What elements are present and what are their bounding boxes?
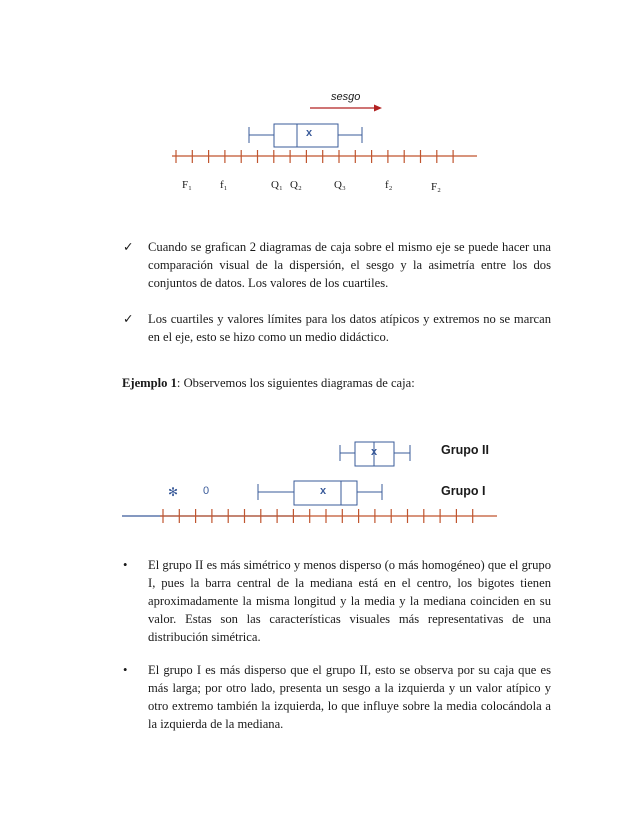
extreme-value-marker: ✻ (168, 485, 179, 499)
example-label: Ejemplo 1 (122, 376, 177, 390)
group-2-label: Grupo II (441, 443, 489, 457)
bullet-text: El grupo I es más disperso que el grupo II, esto se observa por su caja que es más larga; por otro lado, presenta un sesgo a la izquierda y un valor atípico y otro extremo también la izquierda, lo que influye sobre la media colocándola a la izquierda de la mediana. (148, 663, 551, 731)
example-heading (122, 376, 415, 391)
g2-mean-marker: x (371, 446, 378, 458)
axis-label-f1: f₁ (220, 179, 228, 191)
bullet-icon: • (123, 558, 128, 572)
g1-mean-marker: x (320, 485, 327, 497)
axis-label-f2: f₂ (385, 179, 393, 191)
example-text: : Observemos los siguientes diagramas de caja: (176, 376, 415, 390)
mean-marker: x (306, 127, 313, 139)
check-icon: ✓ (123, 240, 134, 254)
bullet-item (123, 661, 551, 733)
outlier-marker: 0 (203, 485, 210, 497)
bullet-item (123, 556, 551, 646)
axis-label-Q2: Q₂ (290, 179, 302, 191)
bullet-item (123, 310, 551, 346)
group-1-label: Grupo I (441, 484, 486, 498)
figure-1-boxplot (0, 0, 638, 210)
sesgo-arrow-head (374, 105, 382, 112)
axis-label-Q3: Q₃ (334, 179, 346, 191)
figure-2-svg (0, 420, 638, 535)
bullet-icon: • (123, 663, 128, 677)
bullet-text: Los cuartiles y valores límites para los datos atípicos y extremos no se marcan en el eje, esto se hizo como un medio didáctico. (148, 312, 551, 344)
axis-label-Q1: Q₁ (271, 179, 283, 191)
figure-2-boxplots (0, 420, 638, 535)
bullet-text: El grupo II es más simétrico y menos disperso (o más homogéneo) que el grupo I, pues la barra central de la mediana está en el centro, los bigotes tienen aproximadamente la misma longitud y la media y la mediana coinciden en su valor. Estas son las características visuales más representativas de una distribución simétrica. (148, 558, 551, 644)
bullet-item (123, 238, 551, 292)
check-icon: ✓ (123, 312, 134, 326)
axis-label-F1: F₁ (182, 179, 192, 191)
sesgo-label: sesgo (331, 91, 361, 103)
figure-1-svg (0, 0, 638, 210)
bullet-text: Cuando se grafican 2 diagramas de caja sobre el mismo eje se puede hacer una comparación visual de la dispersión, el sesgo y la asimetría entre los dos conjuntos de datos. Los valores de los cuartiles. (148, 240, 551, 290)
axis-label-F2: F₂ (431, 181, 441, 193)
